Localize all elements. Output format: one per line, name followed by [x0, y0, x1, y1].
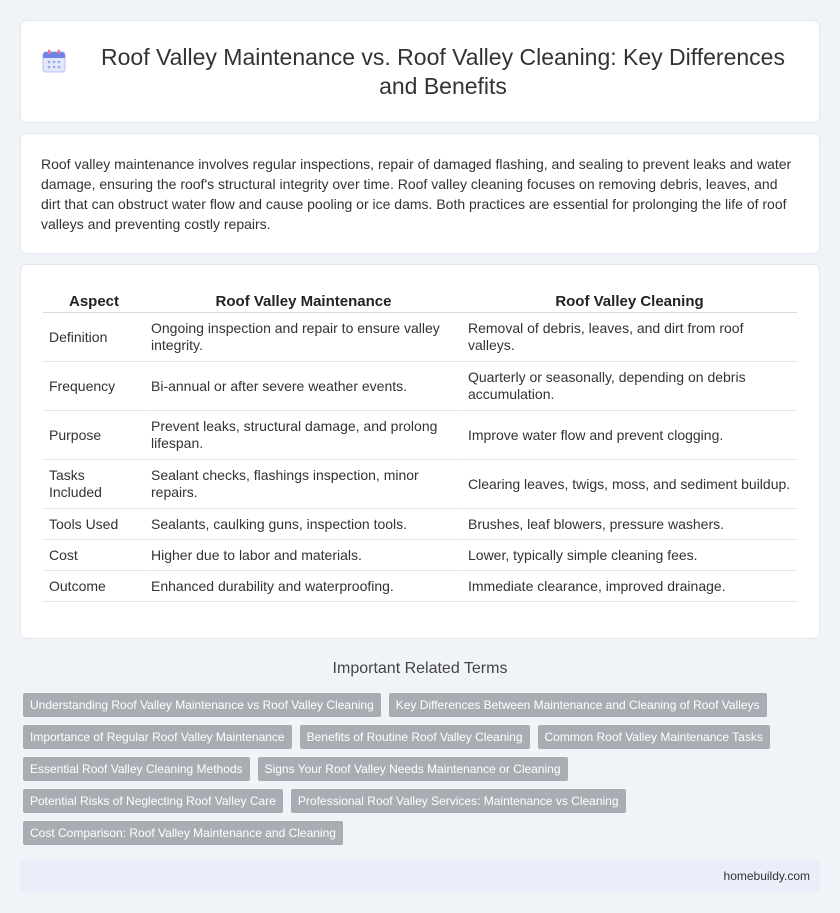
table-row	[43, 460, 797, 509]
row-cleaning: Brushes, leaf blowers, pressure washers.	[462, 509, 797, 540]
intro-card	[20, 133, 820, 254]
row-maintenance: Sealants, caulking guns, inspection tools.	[145, 509, 462, 540]
related-term-tag[interactable]: Cost Comparison: Roof Valley Maintenance and Cleaning	[23, 821, 343, 845]
table-row	[43, 509, 797, 540]
row-cleaning: Clearing leaves, twigs, moss, and sediment buildup.	[462, 460, 797, 509]
row-cleaning: Lower, typically simple cleaning fees.	[462, 540, 797, 571]
row-aspect: Purpose	[43, 411, 145, 460]
related-terms-list	[20, 693, 820, 853]
table-row	[43, 411, 797, 460]
row-aspect: Tasks Included	[43, 460, 145, 509]
related-term-tag[interactable]: Understanding Roof Valley Maintenance vs Roof Valley Cleaning	[23, 693, 381, 717]
header-card	[20, 20, 820, 123]
related-term-tag[interactable]: Potential Risks of Neglecting Roof Valley Care	[23, 789, 283, 813]
row-maintenance: Sealant checks, flashings inspection, minor repairs.	[145, 460, 462, 509]
row-maintenance: Prevent leaks, structural damage, and prolong lifespan.	[145, 411, 462, 460]
comparison-table	[43, 289, 797, 602]
table-row	[43, 540, 797, 571]
row-cleaning: Improve water flow and prevent clogging.	[462, 411, 797, 460]
row-aspect: Definition	[43, 313, 145, 362]
row-aspect: Outcome	[43, 571, 145, 602]
footer-site-link[interactable]: homebuildy.com	[723, 868, 810, 883]
row-aspect: Cost	[43, 540, 145, 571]
footer	[20, 859, 820, 892]
row-maintenance: Higher due to labor and materials.	[145, 540, 462, 571]
related-term-tag[interactable]: Professional Roof Valley Services: Maintenance vs Cleaning	[291, 789, 626, 813]
table-row	[43, 313, 797, 362]
row-cleaning: Immediate clearance, improved drainage.	[462, 571, 797, 602]
comparison-table-card	[20, 264, 820, 639]
row-maintenance: Ongoing inspection and repair to ensure valley integrity.	[145, 313, 462, 362]
intro-text: Roof valley maintenance involves regular inspections, repair of damaged flashing, and sealing to prevent leaks and water damage, ensuring the roof's structural integrity over time. Roof valley cleaning focuses on removing debris, leaves, and dirt that can obstruct water flow and cause pooling or ice dams. Both practices are essential for prolonging the life of roof valleys and preventing costly repairs.	[41, 156, 792, 232]
page-title: Roof Valley Maintenance vs. Roof Valley Cleaning: Key Differences and Benefits	[101, 43, 785, 99]
header-maintenance: Roof Valley Maintenance	[145, 289, 462, 313]
related-term-tag[interactable]: Benefits of Routine Roof Valley Cleaning	[300, 725, 530, 749]
row-maintenance: Bi-annual or after severe weather events.	[145, 362, 462, 411]
related-term-tag[interactable]: Common Roof Valley Maintenance Tasks	[538, 725, 770, 749]
row-maintenance: Enhanced durability and waterproofing.	[145, 571, 462, 602]
table-row	[43, 571, 797, 602]
table-row	[43, 362, 797, 411]
related-term-tag[interactable]: Essential Roof Valley Cleaning Methods	[23, 757, 250, 781]
header-cleaning: Roof Valley Cleaning	[462, 289, 797, 313]
related-term-tag[interactable]: Importance of Regular Roof Valley Maintenance	[23, 725, 292, 749]
row-aspect: Tools Used	[43, 509, 145, 540]
row-cleaning: Quarterly or seasonally, depending on debris accumulation.	[462, 362, 797, 411]
related-term-tag[interactable]: Signs Your Roof Valley Needs Maintenance or Cleaning	[258, 757, 568, 781]
related-term-tag[interactable]: Key Differences Between Maintenance and Cleaning of Roof Valleys	[389, 693, 767, 717]
row-aspect: Frequency	[43, 362, 145, 411]
calendar-icon	[41, 48, 67, 74]
related-terms-heading: Important Related Terms	[332, 660, 508, 677]
row-cleaning: Removal of debris, leaves, and dirt from roof valleys.	[462, 313, 797, 362]
table-header-row	[43, 289, 797, 313]
header-aspect: Aspect	[43, 289, 145, 313]
